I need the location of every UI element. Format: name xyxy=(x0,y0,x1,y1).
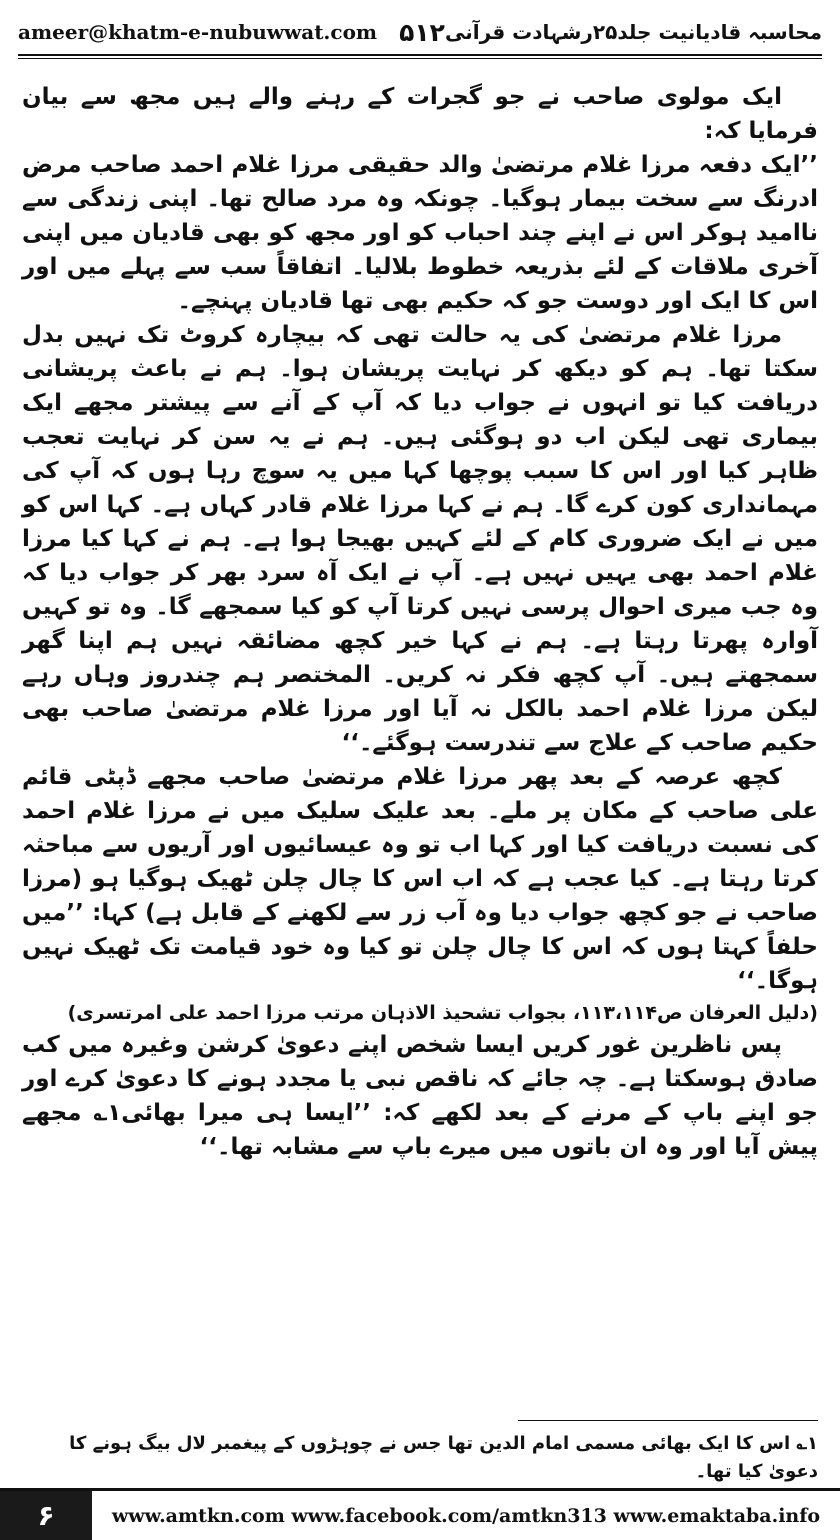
header-book-title: محاسبہ قادیانیت جلد۲۵رشہادت قرآنی xyxy=(445,20,822,44)
footer-links[interactable]: www.amtkn.com www.facebook.com/amtkn313 www.emaktaba.info xyxy=(92,1488,840,1540)
paragraph-intro: ایک مولوی صاحب نے جو گجرات کے رہنے والے ہیں مجھ سے بیان فرمایا کہ: xyxy=(22,84,818,144)
paragraph-later-meeting: کچھ عرصہ کے بعد پھر مرزا غلام مرتضیٰ صاحب مجھے ڈپٹی قائم علی صاحب کے مکان پر ملے۔ بعد علیک سلیک میں نے مرزا غلام احمد کی نسبت دریافت کیا اور کہا اب تو وہ عیسائیوں اور آریوں سے مباحثہ کرتا رہتا ہے۔ کیا عجب ہے کہ اب اس کا چال چلن ٹھیک ہوگیا ہو (مرزا صاحب نے جو کچھ جواب دیا وہ آب زر سے لکھنے کے قابل ہے) کہا: ’’میں حلفاً کہتا ہوں کہ اس کا چال چلن تو کیا وہ خود قیامت تک ٹھیک نہیں ہوگا۔‘‘ xyxy=(22,764,818,994)
footnote: ۱؎ اس کا ایک بھائی مسمی امام الدین تھا جس نے چوہڑوں کے پیغمبر لال بیگ ہونے کا دعویٰ کیا تھا۔ xyxy=(69,1433,818,1482)
header-divider-thin xyxy=(18,58,822,59)
footer-page-number: ۶ xyxy=(0,1488,92,1540)
citation: (دلیل العرفان ص۱۱۳،۱۱۴، بجواب تشحیذ الاذہان مرتب مرزا احمد علی امرتسری) xyxy=(67,1002,818,1024)
page-footer xyxy=(0,1488,840,1540)
footnote-divider xyxy=(518,1420,818,1421)
header-left xyxy=(18,18,445,47)
header-divider xyxy=(18,54,822,56)
header-page-number: ۵۱۲ xyxy=(399,17,445,47)
paragraph-quote-1: ’’ایک دفعہ مرزا غلام مرتضیٰ والد حقیقی مرزا غلام احمد صاحب مرض ادرنگ سے سخت بیمار ہوگیا۔ چونکہ وہ مرد صالح تھا۔ اپنی زندگی سے ناامید ہوکر اس نے اپنے چند احباب کو اور مجھ کو بھی قادیان میں اپنی آخری ملاقات کے لئے بذریعہ خطوط بلالیا۔ اتفاقاً سب سے پہلے میں اور اس کا ایک اور دوست جو کہ حکیم بھی تھا قادیان پہنچے۔ xyxy=(22,152,818,314)
header-email[interactable]: ameer@khatm-e-nubuwwat.com xyxy=(18,20,378,44)
paragraph-quote-2: مرزا غلام مرتضیٰ کی یہ حالت تھی کہ بیچارہ کروٹ تک نہیں بدل سکتا تھا۔ ہم کو دیکھ کر نہایت پریشان ہوا۔ ہم نے باعث پریشانی دریافت کیا تو انہوں نے جواب دیا کہ آپ کے آنے سے پیشتر مجھے ایک بیماری تھی لیکن اب دو ہوگئی ہیں۔ ہم نے یہ سن کر نہایت تعجب ظاہر کیا اور اس کا سبب پوچھا کہا میں یہ سوچ رہا ہوں کہ آپ کی مہمانداری کون کرے گا۔ ہم نے کہا مرزا غلام قادر کہاں ہے۔ کہا اس کو میں نے ایک ضروری کام کے لئے کہیں بھیجا ہوا ہے۔ ہم نے کہا کیا مرزا غلام احمد بھی یہیں نہیں ہے۔ آپ نے ایک آہ سرد بھر کر جواب دیا کہ وہ جب میری احوال پرسی نہیں کرتا آپ کو کیا سمجھے گا۔ وہ تو کہیں آوارہ پھرتا رہتا ہے۔ ہم نے کہا خیر کچھ مضائقہ نہیں ہم اپنا گھر سمجھتے ہیں۔ آپ کچھ فکر نہ کریں۔ المختصر ہم چندروز وہاں رہے لیکن مرزا غلام احمد بالکل نہ آیا اور مرزا غلام مرتضیٰ صاحب بھی حکیم صاحب کے علاج سے تندرست ہوگئے۔‘‘ xyxy=(22,322,818,756)
main-text xyxy=(22,80,818,1164)
paragraph-closing: پس ناظرین غور کریں ایسا شخص اپنے دعویٰ کرشن وغیرہ میں کب صادق ہوسکتا ہے۔ چہ جائے کہ ناقص نبی یا مجدد ہونے کا دعویٰ کرے اور جو اپنے باپ کے مرنے کے بعد لکھے کہ: ’’ایسا ہی میرا بھائی۱؎ مجھے پیش آیا اور وہ ان باتوں میں میرے باپ سے مشابہ تھا۔‘‘ xyxy=(22,1032,819,1160)
page-header xyxy=(18,14,822,50)
